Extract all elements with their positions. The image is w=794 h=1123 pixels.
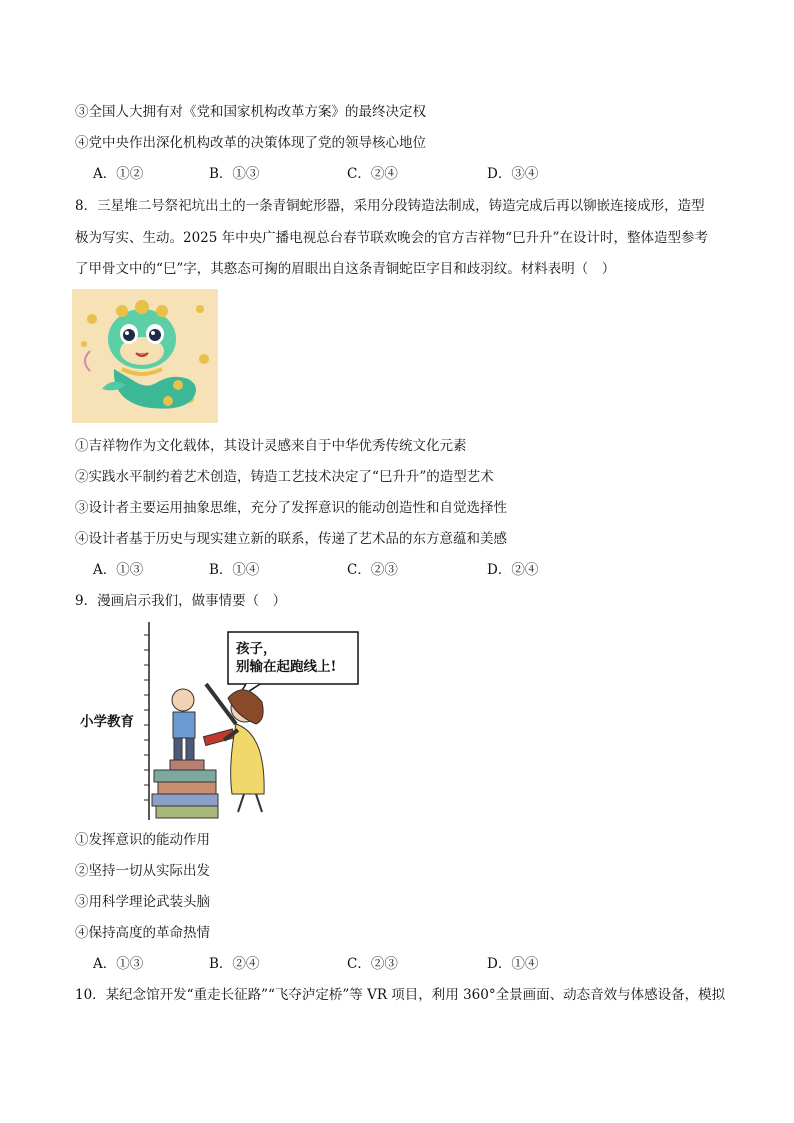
cartoon-image — [78, 620, 368, 825]
q8-item-2: ②实践水平制约着艺术创造，铸造工艺技术决定了“巳升升”的造型艺术 — [75, 469, 494, 485]
q8-item-3: ③设计者主要运用抽象思维，充分了发挥意识的能动创造性和自觉选择性 — [75, 500, 507, 516]
q9-item-4: ④保持高度的革命热情 — [75, 925, 210, 941]
q9-item-2: ②坚持一切从实际出发 — [75, 863, 210, 879]
q7-option-a[interactable]: A．①② — [93, 166, 144, 182]
bubble-line-2: 别输在起跑线上! — [236, 659, 337, 675]
q7-item-3: ③全国人大拥有对《党和国家机构改革方案》的最终决定权 — [75, 104, 426, 120]
q8-option-b[interactable]: B．①④ — [209, 562, 260, 578]
q8-stem-line-3: 了甲骨文中的“巳”字，其憨态可掬的眉眼出自这条青铜蛇臣字目和歧羽纹。材料表明（ ） — [75, 261, 616, 277]
q8-option-c[interactable]: C．②③ — [347, 562, 398, 578]
q9-option-d[interactable]: D．①④ — [487, 956, 539, 972]
q7-option-c[interactable]: C．②④ — [347, 166, 398, 182]
q8-stem-line-1: 8．三星堆二号祭祀坑出土的一条青铜蛇形器，采用分段铸造法制成，铸造完成后再以铆嵌连接成形，造型 — [75, 198, 705, 214]
q9-stem: 9．漫画启示我们，做事情要（ ） — [75, 593, 287, 609]
q7-option-b[interactable]: B．①③ — [209, 166, 260, 182]
q8-stem-line-2: 极为写实、生动。2025 年中央广播电视总台春节联欢晚会的官方吉祥物“巳升升”在设计时，整体造型参考 — [75, 230, 708, 246]
snake-mascot-image — [72, 289, 218, 423]
q8-item-1: ①吉祥物作为文化载体，其设计灵感来自于中华优秀传统文化元素 — [75, 438, 467, 454]
q7-option-d[interactable]: D．③④ — [487, 166, 539, 182]
q8-option-a[interactable]: A．①③ — [93, 562, 144, 578]
q9-item-3: ③用科学理论武装头脑 — [75, 894, 210, 910]
q9-item-1: ①发挥意识的能动作用 — [75, 832, 210, 848]
q8-item-4: ④设计者基于历史与现实建立新的联系，传递了艺术品的东方意蕴和美感 — [75, 531, 507, 547]
bubble-line-1: 孩子， — [236, 641, 277, 657]
q9-option-c[interactable]: C．②③ — [347, 956, 398, 972]
q10-stem-line-1: 10．某纪念馆开发“重走长征路”“飞夺泸定桥”等 VR 项目，利用 360°全景画面、动态音效与体感设备，模拟 — [75, 987, 726, 1003]
q7-item-4: ④党中央作出深化机构改革的决策体现了党的领导核心地位 — [75, 135, 426, 151]
q9-option-b[interactable]: B．②④ — [209, 956, 260, 972]
cartoon-label: 小学教育 — [80, 714, 134, 730]
q9-option-a[interactable]: A．①③ — [93, 956, 144, 972]
q8-option-d[interactable]: D．②④ — [487, 562, 539, 578]
